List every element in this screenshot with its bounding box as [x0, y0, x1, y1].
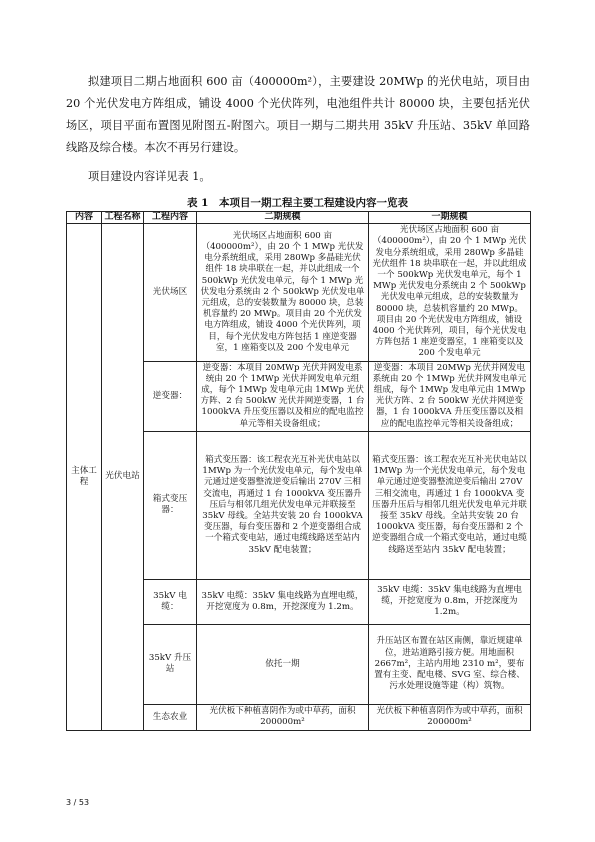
phase2-cell: 光伏板下种植喜阴作为或中草药，面积 200000m² — [197, 704, 369, 730]
table-header-row — [67, 212, 531, 224]
table-caption: 表 1 本项目一期工程主要工程建设内容一览表 — [187, 197, 408, 209]
page-number: 3 / 53 — [66, 798, 90, 807]
phase1-cell: 逆变器：本项目 20MWp 光伏并网发电系统由 20 个 1MWp 光伏并网发电单元组成，每个 1MWp 发电单元由 1MWp 光伏方阵、2 台 500kW 光伏并网逆变器，1 台 1000kVA 升压变压器以及相应的配电监控单元等相关设备组成； — [369, 361, 531, 431]
phase1-cell: 光伏场区占地面积 600 亩（400000m²），由 20 个 1 MWp 光伏发电分系统组成，采用 280Wp 多晶硅光伏组件 18 块串联在一起，并以此组成一个 500kWp 光伏发电单元，每个 1 MWp 光伏发电分系统由 2 个 500kWp 光伏发电单元组成，总的安装数量为 80000 块，总装机容量约 20 MWp。项目由 20 个光伏发电方阵组成，铺设 4000 个光伏阵列，项目，每个光伏发电方阵包括 1 座逆变器室，1 座箱变以及 200 个发电单元 — [369, 224, 531, 361]
item-cell: 光伏场区 — [144, 224, 197, 361]
intro-text-2: 项目建设内容详见表 1。 — [88, 170, 211, 183]
table-row — [67, 224, 531, 361]
project-name-cell: 光伏电站 — [102, 224, 144, 731]
phase1-cell: 箱式变压器：该工程农光互补光伏电站以 1MWp 为一个光伏发电单元，每个发电单元通过逆变器整流逆变后输出 270V 三相交流电，再通过 1 台 1000kVA 变压器升压后与相邻几组光伏发电单元并联接至 35kV 母线。全站共安装 20 台 1000kVA 变压器，每台变压器和 2 个逆变器组合成一个箱式变电站，通过电缆线路送至站内 35kV 配电装置； — [369, 431, 531, 579]
header-project-item: 工程内容 — [144, 212, 197, 224]
header-phase2: 二期规模 — [197, 212, 369, 224]
phase1-cell: 光伏板下种植喜阴作为或中草药，面积 200000m² — [369, 704, 531, 730]
phase2-cell: 光伏场区占地面积 600 亩（400000m²），由 20 个 1 MWp 光伏发电分系统组成，采用 280Wp 多晶硅光伏组件 18 块串联在一起，并以此组成一个 500kWp 光伏发电单元，每个 1 MWp 光伏发电分系统由 2 个 500kWp 光伏发电单元组成，总的安装数量为 80000 块，总装机容量约 20 MWp。项目由 20 个光伏发电方阵组成，铺设 4000 个光伏阵列，项目，每个光伏发电方阵包括 1 座逆变器室，1 座箱变以及 200 个发电单元 — [197, 224, 369, 361]
header-project-name: 工程名称 — [102, 212, 144, 224]
item-cell: 逆变器： — [144, 361, 197, 431]
phase2-cell: 依托一期 — [197, 624, 369, 704]
intro-paragraph — [66, 71, 530, 159]
header-content: 内容 — [67, 212, 102, 224]
phase2-cell: 箱式变压器：该工程农光互补光伏电站以 1MWp 为一个光伏发电单元，每个发电单元通过逆变器整流逆变后输出 270V 三相交流电，再通过 1 台 1000kVA 变压器升压后与相邻几组光伏发电单元并联接至 35kV 母线。全站共安装 20 台 1000kVA 变压器，每台变压器和 2 个逆变器组合成一个箱式变电站，通过电缆线路送至站内 35kV 配电装置； — [197, 431, 369, 579]
phase2-cell: 逆变器：本项目 20MWp 光伏并网发电系统由 20 个 1MWp 光伏并网发电单元组成，每个 1MWp 发电单元由 1MWp 光伏方阵、2 台 500kW 光伏并网逆变器，1 台 1000kVA 升压变压器以及相应的配电监控单元等相关设备组成； — [197, 361, 369, 431]
intro-paragraph-2 — [66, 166, 530, 188]
header-phase1: 一期规模 — [369, 212, 531, 224]
phase2-cell: 35kV 电缆：35kV 集电线路为直埋电缆，开挖宽度为 0.8m，开挖深度为 1.2m。 — [197, 579, 369, 624]
phase1-cell: 35kV 电缆：35kV 集电线路为直埋电缆，开挖宽度为 0.8m，开挖深度为 1.2m。 — [369, 579, 531, 624]
item-cell: 35kV 升压站 — [144, 624, 197, 704]
item-cell: 35kV 电缆： — [144, 579, 197, 624]
phase1-cell: 升压站区布置在站区南侧，靠近规建单位，进站道路引接方便。用地面积 2667m²，主站内用地 2310 m²，要布置有主变、配电楼、SVG 室、综合楼、污水处理设施等建（构）筑物。 — [369, 624, 531, 704]
category-cell: 主体工程 — [67, 224, 102, 731]
item-cell: 生态农业 — [144, 704, 197, 730]
construction-table — [66, 211, 531, 731]
intro-text: 拟建项目二期占地面积 600 亩（400000m²），主要建设 20MWp 的光伏电站，项目由 20 个光伏发电方阵组成，铺设 4000 个光伏阵列，电池组件共计 80000 块，主要包括光伏场区，项目平面布置图见附图五-附图六。项目一期与二期共用 35kV 升压站、35kV 单回路线路及综合楼。本次不再另行建设。 — [66, 75, 530, 154]
item-cell: 箱式变压器： — [144, 431, 197, 579]
